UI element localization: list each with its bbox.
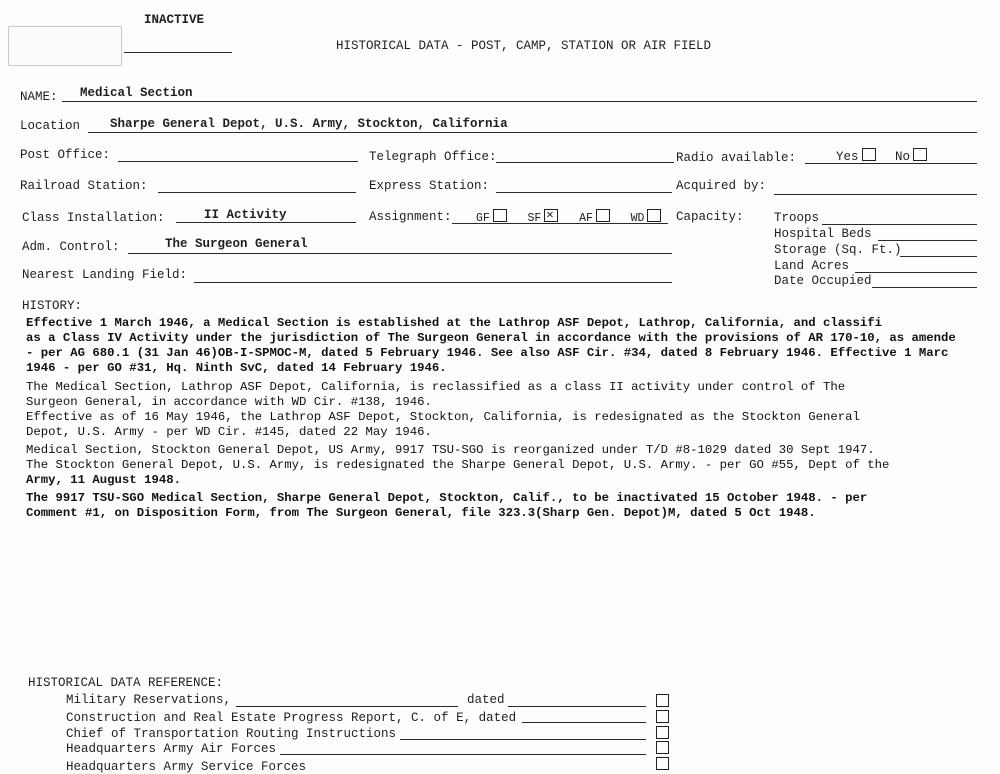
assignment-label: Assignment: bbox=[369, 210, 452, 224]
status-line bbox=[124, 52, 232, 53]
capacity-storage: Storage (Sq. Ft.) bbox=[774, 243, 902, 257]
beds-line bbox=[878, 240, 977, 241]
history-line: Comment #1, on Disposition Form, from The Surgeon General, file 323.3(Sharp Gen. Depot)M, dated 5 Oct 1948. bbox=[26, 506, 816, 520]
capacity-troops: Troops bbox=[774, 211, 820, 225]
reference-line bbox=[522, 722, 646, 723]
assign-wd-label: WD bbox=[630, 212, 645, 225]
landing-line bbox=[194, 282, 672, 283]
assign-af-checkbox bbox=[596, 209, 610, 222]
capacity-beds: Hospital Beds bbox=[774, 227, 872, 241]
history-label: HISTORY: bbox=[22, 299, 83, 313]
history-line: Effective as of 16 May 1946, the Lathrop ASF Depot, Stockton, California, is redesignated as the Stockton General bbox=[26, 410, 860, 424]
adm-label: Adm. Control: bbox=[22, 240, 120, 254]
land-line bbox=[855, 272, 977, 273]
radio-line bbox=[805, 163, 977, 164]
reference-line bbox=[400, 739, 646, 740]
reference-dated: dated bbox=[467, 693, 505, 707]
reference-line bbox=[236, 706, 458, 707]
radio-no bbox=[895, 148, 927, 164]
reference-label: HISTORICAL DATA REFERENCE: bbox=[28, 676, 224, 690]
class-value: II Activity bbox=[204, 208, 287, 222]
location-line bbox=[88, 132, 977, 133]
railroad-line bbox=[158, 192, 356, 193]
history-line: Surgeon General, in accordance with WD Cir. #138, 1946. bbox=[26, 395, 432, 409]
name-value: Medical Section bbox=[80, 86, 193, 100]
radio-yes-checkbox bbox=[862, 148, 876, 161]
class-line bbox=[176, 222, 356, 223]
date-line bbox=[872, 287, 977, 288]
history-line: Medical Section, Stockton General Depot, US Army, 9917 TSU-SGO is reorganized under T/D #8-1029 dated 30 Sept 1947. bbox=[26, 443, 875, 457]
radio-yes bbox=[836, 148, 876, 164]
reference-item: Construction and Real Estate Progress Report, C. of E, dated bbox=[66, 711, 517, 725]
post-office-label: Post Office: bbox=[20, 148, 111, 162]
capacity-date: Date Occupied bbox=[774, 274, 872, 288]
reference-item: Chief of Transportation Routing Instructions bbox=[66, 727, 397, 741]
reference-checkbox bbox=[656, 726, 669, 739]
assign-gf-label: GF bbox=[476, 212, 490, 225]
location-label: Location bbox=[20, 119, 81, 133]
history-line: Army, 11 August 1948. bbox=[26, 473, 181, 487]
stamp-box bbox=[8, 26, 122, 66]
history-line: Effective 1 March 1946, a Medical Section is established at the Lathrop ASF Depot, Lathrop, California, and classifi bbox=[26, 316, 883, 330]
troops-line bbox=[822, 224, 977, 225]
location-value: Sharpe General Depot, U.S. Army, Stockton, California bbox=[110, 117, 508, 131]
adm-value: The Surgeon General bbox=[165, 237, 308, 251]
telegraph-label: Telegraph Office: bbox=[369, 150, 497, 164]
telegraph-line bbox=[496, 162, 674, 163]
express-label: Express Station: bbox=[369, 179, 490, 193]
reference-checkbox bbox=[656, 710, 669, 723]
history-line: as a Class IV Activity under the jurisdiction of The Surgeon General in accordance with the provisions of AR 170-10, as amende bbox=[26, 331, 956, 345]
reference-item: Headquarters Army Air Forces bbox=[66, 742, 277, 756]
radio-yes-label: Yes bbox=[836, 150, 859, 164]
assign-af-label: AF bbox=[579, 212, 593, 225]
status-inactive: INACTIVE bbox=[144, 13, 205, 27]
name-label: NAME: bbox=[20, 90, 58, 104]
assign-gf-checkbox bbox=[493, 209, 507, 222]
reference-item: Headquarters Army Service Forces bbox=[66, 760, 307, 774]
reference-checkbox bbox=[656, 757, 669, 770]
radio-label: Radio available: bbox=[676, 151, 797, 165]
history-text bbox=[26, 316, 986, 521]
page-title: HISTORICAL DATA - POST, CAMP, STATION OR AIR FIELD bbox=[336, 39, 712, 53]
railroad-label: Railroad Station: bbox=[20, 179, 148, 193]
reference-line bbox=[508, 706, 646, 707]
name-line bbox=[62, 101, 977, 102]
reference-item: Military Reservations, bbox=[66, 693, 232, 707]
capacity-label: Capacity: bbox=[676, 210, 744, 224]
reference-checkbox bbox=[656, 694, 669, 707]
radio-no-checkbox bbox=[913, 148, 927, 161]
post-office-line bbox=[118, 161, 358, 162]
assign-wd-checkbox bbox=[647, 209, 661, 222]
class-label: Class Installation: bbox=[22, 211, 165, 225]
assign-sf-checkbox bbox=[544, 209, 558, 222]
history-line: - per AG 680.1 (31 Jan 46)OB-I-SPMOC-M, dated 5 February 1946. See also ASF Cir. #34, dated 8 February 1946. Effective 1 Marc bbox=[26, 346, 949, 360]
storage-line bbox=[900, 256, 977, 257]
reference-checkbox bbox=[656, 741, 669, 754]
landing-label: Nearest Landing Field: bbox=[22, 268, 188, 282]
history-line: The Medical Section, Lathrop ASF Depot, California, is reclassified as a class II activity under control of The bbox=[26, 380, 846, 394]
assignment-line bbox=[452, 223, 668, 224]
acquired-line bbox=[774, 194, 977, 195]
history-line: 1946 - per GO #31, Hq. Ninth SvC, dated 14 February 1946. bbox=[26, 361, 447, 375]
express-line bbox=[496, 192, 672, 193]
adm-line bbox=[128, 253, 672, 254]
acquired-label: Acquired by: bbox=[676, 179, 767, 193]
radio-no-label: No bbox=[895, 150, 911, 164]
reference-line bbox=[280, 754, 646, 755]
assign-sf-label: SF bbox=[527, 212, 542, 225]
history-line: The 9917 TSU-SGO Medical Section, Sharpe General Depot, Stockton, Calif., to be inactivated 15 October 1948. - per bbox=[26, 491, 868, 505]
history-line: The Stockton General Depot, U.S. Army, is redesignated the Sharpe General Depot, U.S. Army. - per GO #55, Dept of the bbox=[26, 458, 890, 472]
capacity-land: Land Acres bbox=[774, 259, 850, 273]
history-line: Depot, U.S. Army - per WD Cir. #145, dated 22 May 1946. bbox=[26, 425, 432, 439]
